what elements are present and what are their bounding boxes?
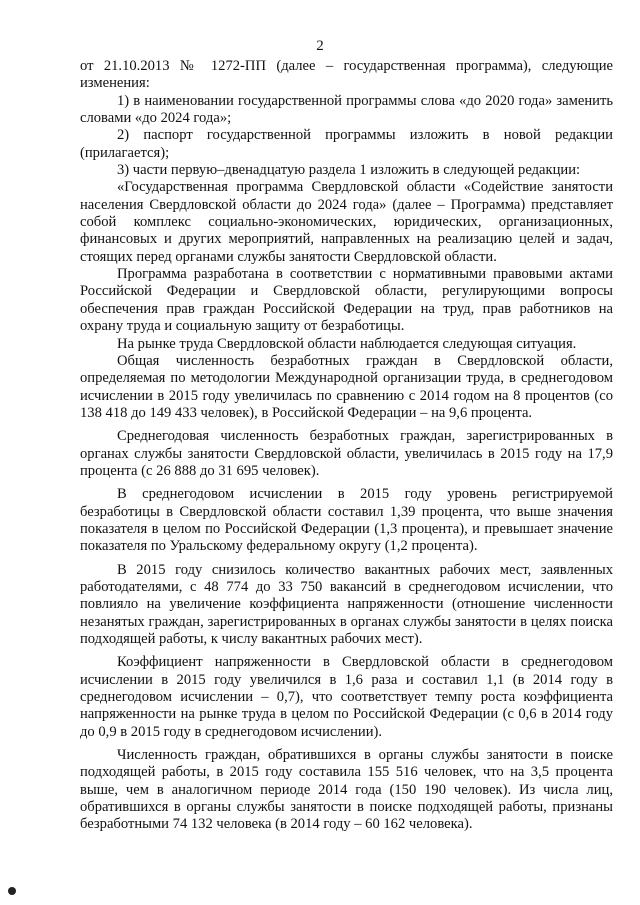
paragraph-item-3: 3) части первую–двенадцатую раздела 1 изложить в следующей редакции: bbox=[117, 162, 581, 179]
paragraph-item-2: 2) паспорт государственной программы изложить в новой редакции (прилагается); bbox=[80, 127, 613, 161]
paragraph-program-basis: Программа разработана в соответствии с нормативными правовыми актами Российской Федерации и Свердловской области, регулирующими вопросы обеспечения прав граждан Российской Федерации на труд, прав работников на охрану труда и социальную защиту от безработицы. bbox=[80, 266, 613, 335]
document-body bbox=[80, 58, 613, 834]
paragraph-registered-unemployed: Среднегодовая численность безработных граждан, зарегистрированных в органах службы занятости Свердловской области, увеличилась в 2015 году на 17,9 процента (с 26 888 до 31 695 человек). bbox=[80, 428, 613, 479]
page-number: 2 bbox=[316, 38, 324, 54]
paragraph-item-1: 1) в наименовании государственной программы слова «до 2020 года» заменить словами «до 2024 года»; bbox=[80, 92, 613, 127]
paragraph-job-seekers: Численность граждан, обратившихся в органы службы занятости в поиске подходящей работы, в 2015 году составила 155 516 человек, что на 3,5 процента выше, чем в аналогичном периоде 2014 года (150 190 человек). Из числа лиц, обратившихся в органы службы занятости в поиске подходящей работы, признаны безработными 74 132 человека (в 2014 году – 60 162 человека). bbox=[80, 747, 613, 833]
paragraph-vacancies: В 2015 году снизилось количество вакантных рабочих мест, заявленных работодателями, с 48 774 до 33 750 вакансий в среднегодовом исчислении, что повлияло на увеличение коэффициента напряженности (отношение численности незанятых граждан, зарегистрированных в органах службы занятости в целях поиска подходящей работы, к числу вакантных рабочих мест). bbox=[80, 561, 613, 647]
paragraph-labor-market: На рынке труда Свердловской области наблюдается следующая ситуация. bbox=[117, 335, 577, 352]
paragraph-unemployed-total: Общая численность безработных граждан в Свердловской области, определяемая по методологии Международной организации труда, в среднегодовом исчислении в 2015 году увеличилась по сравнению с 2014 годом на 8 процентов (со 138 418 до 149 433 человек), в Российской Федерации – на 9,6 процента. bbox=[80, 352, 613, 421]
paragraph-intro: от 21.10.2013 № 1272-ПП (далее – государственная программа), следующие изменения: bbox=[80, 58, 613, 92]
paragraph-tension-coefficient: Коэффициент напряженности в Свердловской области в среднегодовом исчислении в 2015 году увеличился в 1,6 раза и составил 1,1 (в 2014 году в среднегодовом исчислении – 0,7), что соответствует темпу роста коэффициента напряженности на рынке труда в целом по Российской Федерации (с 0,6 в 2014 году до 0,9 в 2015 году в среднегодовом исчислении). bbox=[80, 654, 613, 740]
scan-dot-mark bbox=[8, 887, 16, 895]
paragraph-unemployment-rate: В среднегодовом исчислении в 2015 году уровень регистрируемой безработицы в Свердловской области составил 1,39 процента, что выше значения показателя в целом по Российской Федерации (1,3 процента), и превышает значение показателя по Уральскому федеральному округу (1,2 процента). bbox=[80, 486, 613, 555]
paragraph-program-definition: «Государственная программа Свердловской области «Содействие занятости населения Свердловской области до 2024 года» (далее – Программа) представляет собой комплекс социально-экономических, юридических, организационных, финансовых и других мероприятий, направленных на реализацию целей и задач, стоящих перед органами службы занятости Свердловской области. bbox=[80, 179, 613, 265]
